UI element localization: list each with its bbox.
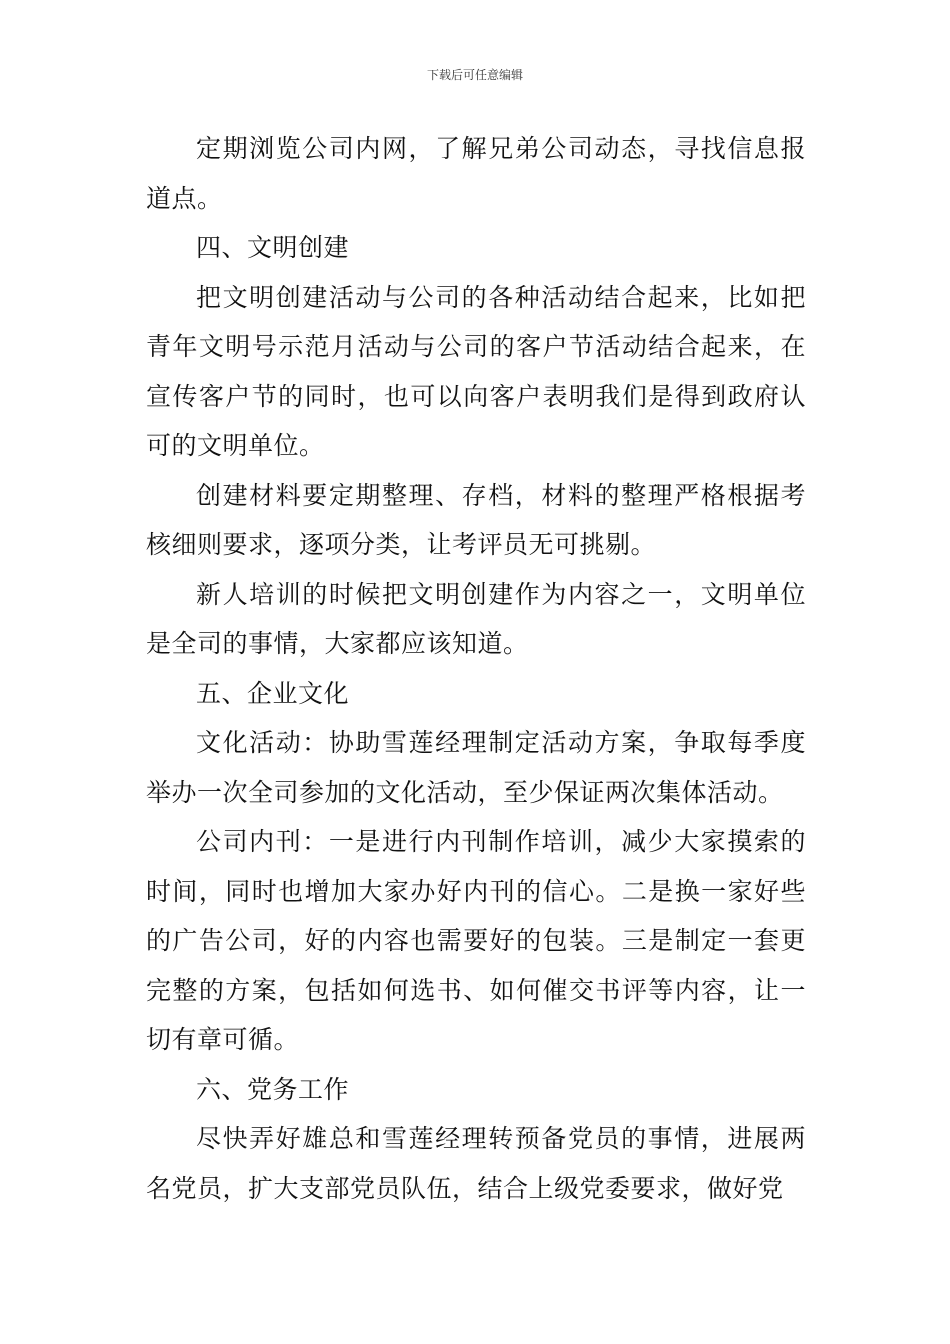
paragraph-party-work: 尽快弄好雄总和雪莲经理转预备党员的事情，进展两名党员，扩大支部党员队伍，结合上级党委要求，做好党: [146, 1124, 806, 1203]
paragraph-internal-magazine: 公司内刊：一是进行内刊制作培训，减少大家摸索的时间，同时也增加大家办好内刊的信心。二是换一家好些的广告公司，好的内容也需要好的包装。三是制定一套更完整的方案，包括如何选书、如何催交书评等内容，让一切有章可循。: [146, 827, 806, 1054]
paragraph-training: 新人培训的时候把文明创建作为内容之一，文明单位是全司的事情，大家都应该知道。: [146, 579, 806, 658]
paragraph-civilization-activities: 把文明创建活动与公司的各种活动结合起来，比如把青年文明号示范月活动与公司的客户节活动结合起来，在宣传客户节的同时，也可以向客户表明我们是得到政府认可的文明单位。: [146, 282, 806, 460]
paragraph-culture-activities: 文化活动：协助雪莲经理制定活动方案，争取每季度举办一次全司参加的文化活动，至少保证两次集体活动。: [146, 728, 806, 807]
paragraph-materials: 创建材料要定期整理、存档，材料的整理严格根据考核细则要求，逐项分类，让考评员无可挑剔。: [146, 480, 806, 559]
document-body: [146, 124, 806, 1213]
section-heading-civilization: 四、文明创建: [196, 233, 350, 262]
page-header-note: 下载后可任意编辑: [426, 68, 523, 82]
section-heading-party: 六、党务工作: [196, 1074, 350, 1104]
paragraph-intranet: 定期浏览公司内网，了解兄弟公司动态，寻找信息报道点。: [146, 134, 806, 213]
section-heading-culture: 五、企业文化: [196, 678, 350, 708]
